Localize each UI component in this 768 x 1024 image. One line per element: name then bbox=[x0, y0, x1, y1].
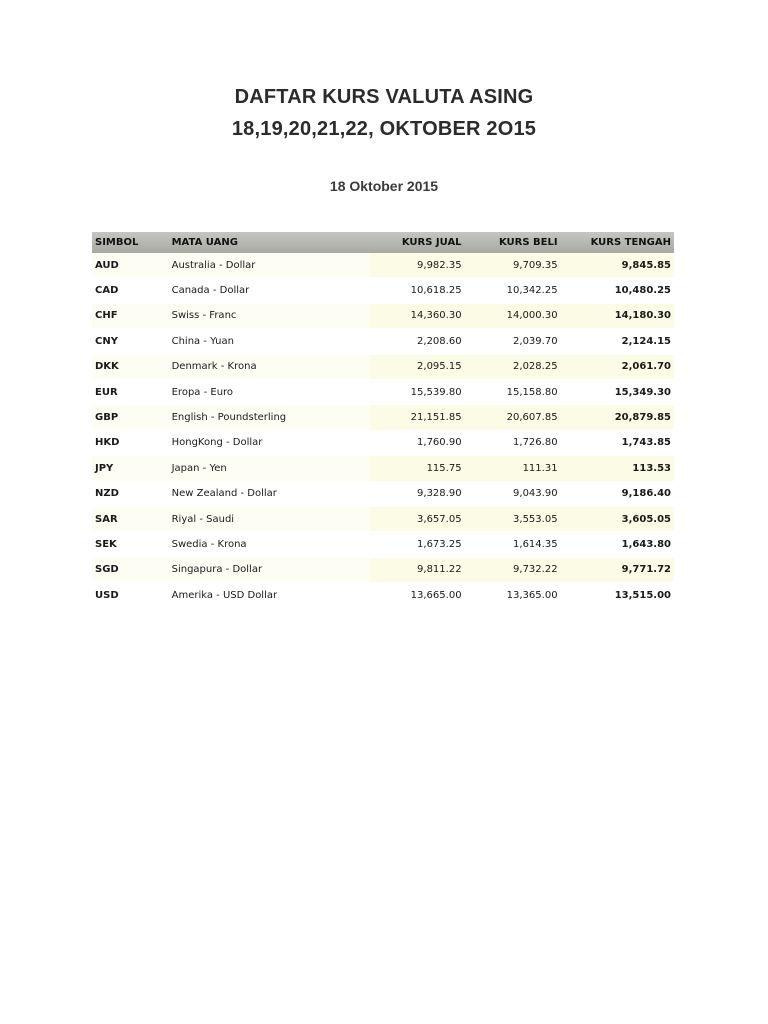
header-mata-uang: MATA UANG bbox=[169, 232, 371, 253]
cell-kurs-beli: 9,709.35 bbox=[465, 253, 561, 278]
cell-kurs-tengah: 15,349.30 bbox=[561, 379, 674, 404]
cell-kurs-jual: 21,151.85 bbox=[370, 405, 464, 430]
cell-kurs-beli: 20,607.85 bbox=[465, 405, 561, 430]
cell-mata-uang: Eropa - Euro bbox=[169, 379, 371, 404]
table-body bbox=[92, 253, 674, 608]
cell-kurs-beli: 15,158.80 bbox=[465, 379, 561, 404]
cell-kurs-jual: 1,760.90 bbox=[370, 430, 464, 455]
table-row bbox=[92, 583, 674, 608]
cell-simbol: CNY bbox=[92, 329, 169, 354]
table-row bbox=[92, 532, 674, 557]
cell-kurs-jual: 15,539.80 bbox=[370, 379, 464, 404]
table-header bbox=[92, 232, 674, 253]
table-row bbox=[92, 354, 674, 379]
cell-mata-uang: Australia - Dollar bbox=[169, 253, 371, 278]
table-row bbox=[92, 329, 674, 354]
cell-kurs-beli: 1,726.80 bbox=[465, 430, 561, 455]
cell-kurs-tengah: 113.53 bbox=[561, 456, 674, 481]
cell-kurs-beli: 111.31 bbox=[465, 456, 561, 481]
cell-kurs-tengah: 20,879.85 bbox=[561, 405, 674, 430]
table-row bbox=[92, 481, 674, 506]
cell-mata-uang: Amerika - USD Dollar bbox=[169, 583, 371, 608]
cell-kurs-tengah: 9,845.85 bbox=[561, 253, 674, 278]
table-row bbox=[92, 557, 674, 582]
cell-kurs-tengah: 2,124.15 bbox=[561, 329, 674, 354]
cell-mata-uang: English - Poundsterling bbox=[169, 405, 371, 430]
cell-kurs-tengah: 14,180.30 bbox=[561, 303, 674, 328]
cell-kurs-beli: 9,043.90 bbox=[465, 481, 561, 506]
cell-kurs-tengah: 9,186.40 bbox=[561, 481, 674, 506]
cell-kurs-beli: 2,039.70 bbox=[465, 329, 561, 354]
cell-simbol: USD bbox=[92, 583, 169, 608]
cell-kurs-jual: 115.75 bbox=[370, 456, 464, 481]
cell-kurs-jual: 9,811.22 bbox=[370, 557, 464, 582]
cell-kurs-jual: 2,095.15 bbox=[370, 354, 464, 379]
cell-kurs-tengah: 2,061.70 bbox=[561, 354, 674, 379]
cell-mata-uang: Swedia - Krona bbox=[169, 532, 371, 557]
cell-kurs-beli: 3,553.05 bbox=[465, 506, 561, 531]
cell-kurs-tengah: 1,643.80 bbox=[561, 532, 674, 557]
table-row bbox=[92, 405, 674, 430]
table-row bbox=[92, 253, 674, 278]
cell-kurs-tengah: 3,605.05 bbox=[561, 506, 674, 531]
cell-kurs-jual: 10,618.25 bbox=[370, 278, 464, 303]
cell-kurs-tengah: 10,480.25 bbox=[561, 278, 674, 303]
cell-simbol: SEK bbox=[92, 532, 169, 557]
cell-mata-uang: Singapura - Dollar bbox=[169, 557, 371, 582]
header-kurs-jual: KURS JUAL bbox=[370, 232, 464, 253]
table-header-row bbox=[92, 232, 674, 253]
cell-simbol: SGD bbox=[92, 557, 169, 582]
cell-mata-uang: Japan - Yen bbox=[169, 456, 371, 481]
table-row bbox=[92, 456, 674, 481]
cell-kurs-tengah: 9,771.72 bbox=[561, 557, 674, 582]
cell-mata-uang: Denmark - Krona bbox=[169, 354, 371, 379]
cell-simbol: CHF bbox=[92, 303, 169, 328]
header-kurs-tengah: KURS TENGAH bbox=[561, 232, 674, 253]
cell-kurs-jual: 9,982.35 bbox=[370, 253, 464, 278]
cell-kurs-jual: 13,665.00 bbox=[370, 583, 464, 608]
page-subtitle: 18,19,20,21,22, OKTOBER 2O15 bbox=[231, 118, 537, 140]
table-row bbox=[92, 379, 674, 404]
date-label: 18 Oktober 2015 bbox=[329, 178, 439, 194]
cell-kurs-tengah: 13,515.00 bbox=[561, 583, 674, 608]
cell-simbol: EUR bbox=[92, 379, 169, 404]
exchange-rate-table-container bbox=[92, 232, 674, 608]
cell-kurs-jual: 9,328.90 bbox=[370, 481, 464, 506]
table-row bbox=[92, 278, 674, 303]
cell-kurs-jual: 14,360.30 bbox=[370, 303, 464, 328]
table-row bbox=[92, 303, 674, 328]
cell-simbol: HKD bbox=[92, 430, 169, 455]
cell-simbol: SAR bbox=[92, 506, 169, 531]
cell-mata-uang: Canada - Dollar bbox=[169, 278, 371, 303]
cell-simbol: JPY bbox=[92, 456, 169, 481]
cell-simbol: NZD bbox=[92, 481, 169, 506]
cell-kurs-beli: 9,732.22 bbox=[465, 557, 561, 582]
cell-kurs-beli: 10,342.25 bbox=[465, 278, 561, 303]
cell-mata-uang: HongKong - Dollar bbox=[169, 430, 371, 455]
cell-simbol: AUD bbox=[92, 253, 169, 278]
cell-mata-uang: New Zealand - Dollar bbox=[169, 481, 371, 506]
cell-kurs-beli: 13,365.00 bbox=[465, 583, 561, 608]
cell-kurs-beli: 14,000.30 bbox=[465, 303, 561, 328]
cell-kurs-jual: 3,657.05 bbox=[370, 506, 464, 531]
page-title: DAFTAR KURS VALUTA ASING bbox=[234, 86, 534, 108]
table-row bbox=[92, 430, 674, 455]
cell-kurs-tengah: 1,743.85 bbox=[561, 430, 674, 455]
cell-mata-uang: Riyal - Saudi bbox=[169, 506, 371, 531]
header-simbol: SIMBOL bbox=[92, 232, 169, 253]
cell-simbol: CAD bbox=[92, 278, 169, 303]
cell-kurs-beli: 2,028.25 bbox=[465, 354, 561, 379]
cell-kurs-jual: 1,673.25 bbox=[370, 532, 464, 557]
cell-kurs-beli: 1,614.35 bbox=[465, 532, 561, 557]
cell-mata-uang: China - Yuan bbox=[169, 329, 371, 354]
cell-simbol: GBP bbox=[92, 405, 169, 430]
table-row bbox=[92, 506, 674, 531]
header-kurs-beli: KURS BELI bbox=[465, 232, 561, 253]
exchange-rate-table bbox=[92, 232, 674, 608]
cell-mata-uang: Swiss - Franc bbox=[169, 303, 371, 328]
cell-kurs-jual: 2,208.60 bbox=[370, 329, 464, 354]
cell-simbol: DKK bbox=[92, 354, 169, 379]
